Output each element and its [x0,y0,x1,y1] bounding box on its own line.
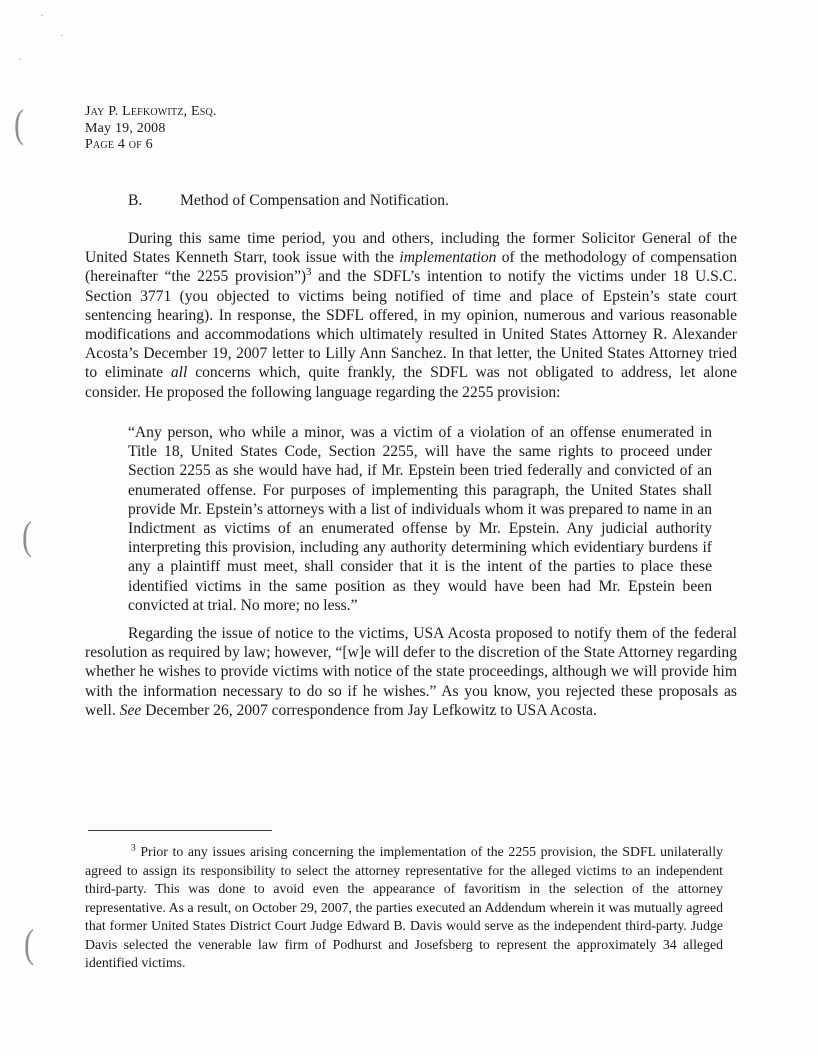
section-title: Method of Compensation and Notification. [180,192,449,209]
scan-artifact: ( [24,922,34,967]
paragraph-text: December 26, 2007 correspondence from Jay Lefkowitz to USA Acosta. [141,701,597,719]
scan-artifact: ( [14,102,24,147]
italic-text: implementation [399,249,497,267]
recipient-name: Jay P. Lefkowitz, Esq. [85,104,217,119]
paragraph-text: of the methodology of compensation (hereinafter “the 2255 provision”) [85,249,737,286]
footnote [85,843,723,973]
paragraph-text: and the SDFL’s intention to notify the victims under 18 U.S.C. Section 3771 (you objected to victims being notified of time and place of Epstein’s state court sentencing hearing). In response, the SDFL offered, in my opinion, numerous and various reasonable modifications and accommodations which ultimately resulted in United States Attorney R. Alexander Acosta’s December 19, 2007 letter to Lilly Ann Sanchez. In that letter, the United States Attorney tried to eliminate [85,268,737,382]
footnote-ref: 3 [131,843,136,854]
paragraph-text: concerns which, quite frankly, the SDFL was not obligated to address, let alone consider. He proposed the following language regarding the 2255 provision: [85,364,737,401]
footnote-body: Prior to any issues arising concerning the implementation of the 2255 provision, the SDFL unilaterally agreed to assign its responsibility to select the attorney representative for the alleged victims to an independent third-party. This was done to avoid even the appearance of favoritism in the selection of the attorney representative. As a result, on October 29, 2007, the parties executed an Addendum wherein it was mutually agreed that former United States District Court Judge Edward B. Davis would serve as the independent third-party. Judge Davis selected the venerable law firm of Podhurst and Josefsberg to represent the approximately 34 alleged identified victims. [85,844,723,970]
paragraph-text: During this same time period, you and others, including the former Solicitor General of the United States Kenneth Starr, took issue with the [85,230,737,267]
italic-text: See [119,701,142,719]
letter-date: May 19, 2008 [85,120,166,136]
footnote-reference: 3 [306,267,312,279]
scan-artifact: ( [22,514,32,559]
body-paragraph-1 [85,229,737,402]
scan-artifact: · [40,8,44,22]
section-heading [85,192,737,210]
section-number: B. [128,192,143,209]
body-paragraph-2 [85,624,737,720]
italic-text: all [170,364,188,382]
letter-header [85,104,217,154]
scan-artifact: · [18,52,22,66]
paragraph-text: Regarding the issue of notice to the victims, USA Acosta proposed to notify them of the federal resolution as required by law; however, “[w]e will defer to the discretion of the State Attorney regarding whether he wishes to provide victims with notice of the state proceedings, although we will provide him with the information necessary to do so if he wishes.” As you know, you rejected these proposals as well. [85,625,737,719]
scan-artifact: · [60,28,64,42]
footnote-separator [88,830,272,831]
page-number: Page 4 of 6 [85,137,153,152]
block-quote: “Any person, who while a minor, was a victim of a violation of an offense enumerated in Title 18, United States Code, Section 2255, will have the same rights to proceed under Section 2255 as she would have had, if Mr. Epstein been tried federally and convicted of an enumerated offense. For purposes of implementing this paragraph, the United States shall provide Mr. Epstein’s attorneys with a list of individuals whom it was prepared to name in an Indictment as victims of an enumerated offense by Mr. Epstein. Any judicial authority interpreting this provision, including any authority determining which evidentiary burdens if any a plaintiff must meet, shall consider that it is the intent of the parties to place these identified victims in the same position as they would have been had Mr. Epstein been convicted at trial. No more; no less.” [128,424,712,614]
